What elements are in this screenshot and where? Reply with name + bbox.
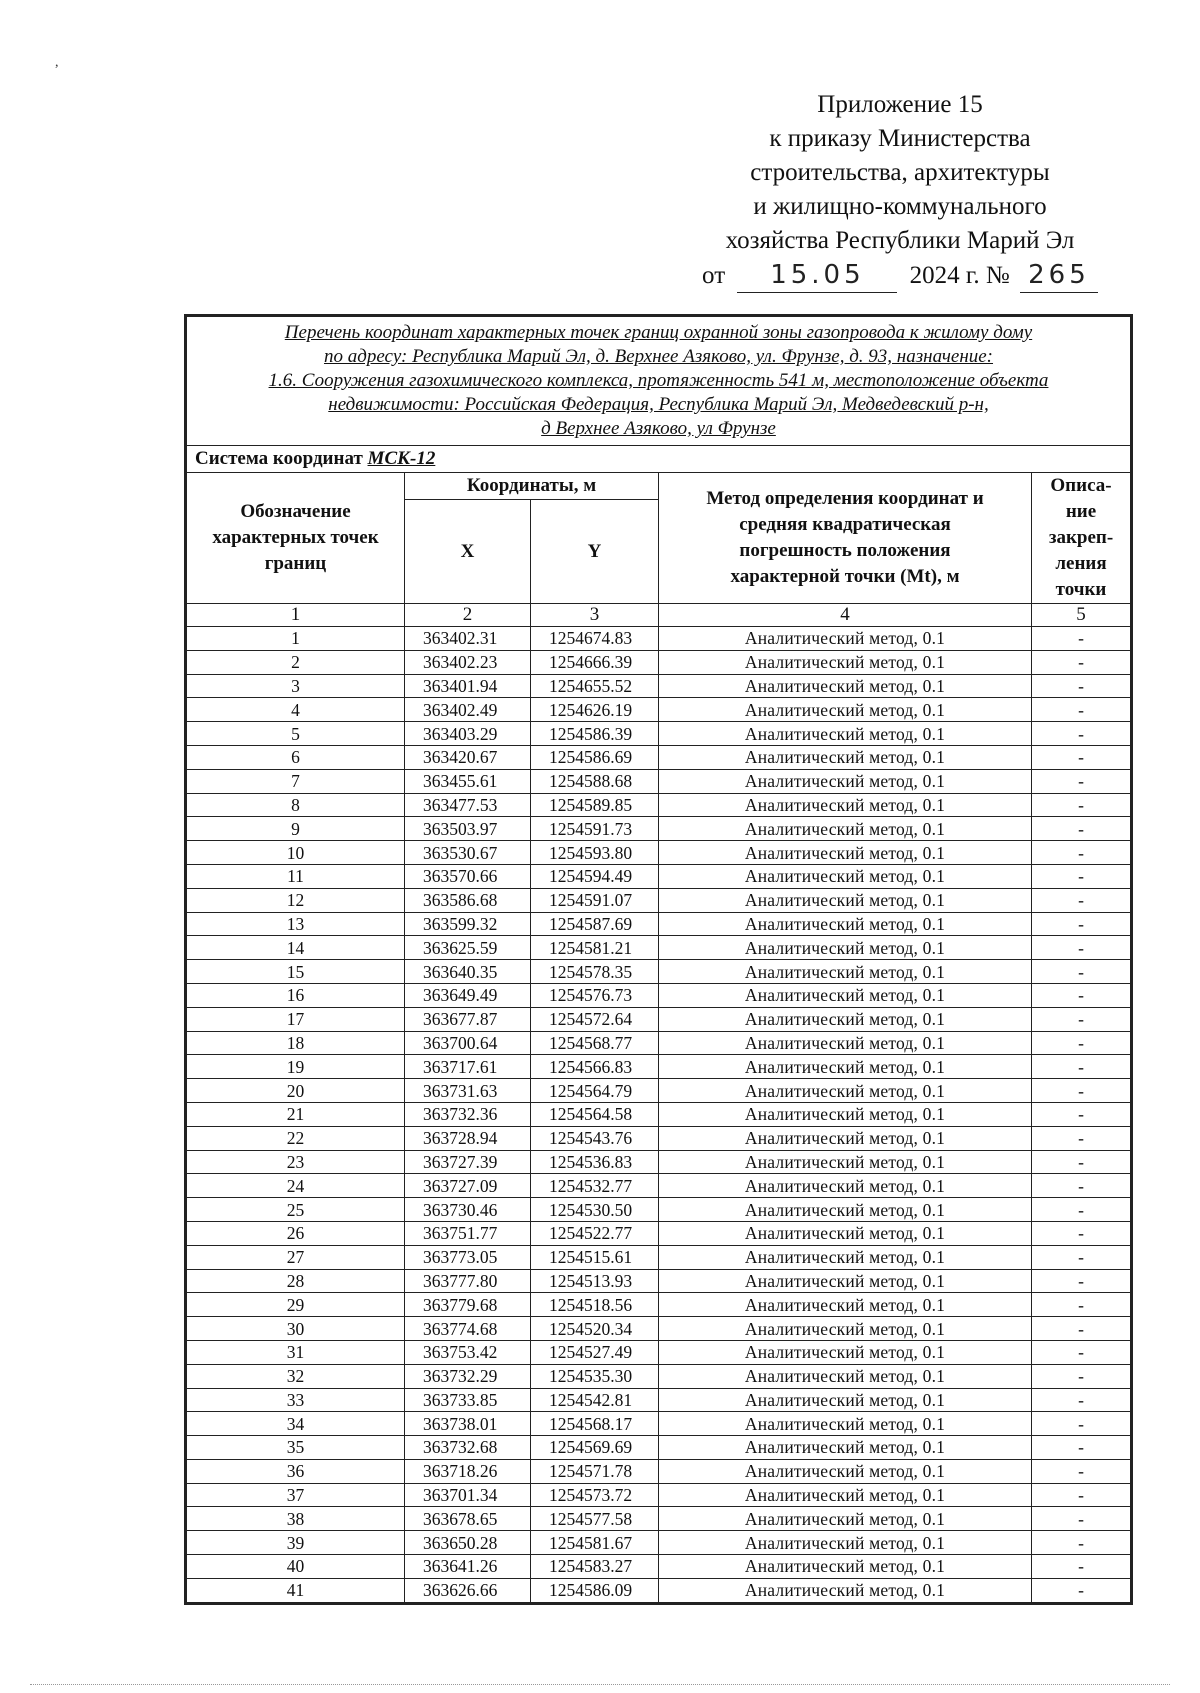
method-cell: Аналитический метод, 0.1 <box>659 1507 1032 1531</box>
x-coordinate-cell: 363402.49 <box>405 698 531 722</box>
x-coordinate-cell: 363718.26 <box>405 1459 531 1483</box>
y-coordinate-cell: 1254655.52 <box>531 674 659 698</box>
x-coordinate-cell: 363717.61 <box>405 1055 531 1079</box>
point-number-cell: 39 <box>187 1531 405 1555</box>
table-row <box>187 1102 1131 1126</box>
table-row <box>187 1388 1131 1412</box>
y-coordinate-cell: 1254586.09 <box>531 1578 659 1602</box>
fixing-description-cell: - <box>1032 793 1131 817</box>
header-text: Описа- <box>1050 475 1112 496</box>
fixing-description-cell: - <box>1032 983 1131 1007</box>
method-cell: Аналитический метод, 0.1 <box>659 817 1032 841</box>
table-row <box>187 888 1131 912</box>
point-number-cell: 12 <box>187 888 405 912</box>
y-coordinate-cell: 1254535.30 <box>531 1364 659 1388</box>
method-cell: Аналитический метод, 0.1 <box>659 1174 1032 1198</box>
table-row <box>187 793 1131 817</box>
table-row <box>187 1459 1131 1483</box>
fixing-description-cell: - <box>1032 1388 1131 1412</box>
table-row <box>187 1412 1131 1436</box>
table-row <box>187 817 1131 841</box>
method-cell: Аналитический метод, 0.1 <box>659 864 1032 888</box>
x-coordinate-cell: 363732.36 <box>405 1102 531 1126</box>
method-cell: Аналитический метод, 0.1 <box>659 722 1032 746</box>
handwritten-order-number: 265 <box>1020 258 1098 293</box>
col-description-header <box>1032 473 1131 604</box>
table-row <box>187 1269 1131 1293</box>
x-coordinate-cell: 363625.59 <box>405 936 531 960</box>
index-cell: 5 <box>1032 604 1131 627</box>
table-row <box>187 1031 1131 1055</box>
point-number-cell: 9 <box>187 817 405 841</box>
x-coordinate-cell: 363728.94 <box>405 1126 531 1150</box>
y-coordinate-cell: 1254572.64 <box>531 1007 659 1031</box>
method-cell: Аналитический метод, 0.1 <box>659 1055 1032 1079</box>
header-row-1 <box>187 473 1131 500</box>
point-number-cell: 24 <box>187 1174 405 1198</box>
y-coordinate-cell: 1254666.39 <box>531 650 659 674</box>
x-coordinate-cell: 363402.31 <box>405 627 531 651</box>
x-coordinate-cell: 363732.68 <box>405 1436 531 1460</box>
fixing-description-cell: - <box>1032 745 1131 769</box>
table-row <box>187 983 1131 1007</box>
title-line: Перечень координат характерных точек границ охранной зоны газопровода к жилому дому <box>284 322 1033 343</box>
method-cell: Аналитический метод, 0.1 <box>659 1269 1032 1293</box>
header-text: закреп- <box>1048 527 1114 548</box>
y-coordinate-cell: 1254594.49 <box>531 864 659 888</box>
column-index-row <box>187 604 1131 627</box>
method-cell: Аналитический метод, 0.1 <box>659 1531 1032 1555</box>
method-cell: Аналитический метод, 0.1 <box>659 1555 1032 1579</box>
x-coordinate-cell: 363731.63 <box>405 1079 531 1103</box>
method-cell: Аналитический метод, 0.1 <box>659 1031 1032 1055</box>
point-number-cell: 32 <box>187 1364 405 1388</box>
method-cell: Аналитический метод, 0.1 <box>659 1150 1032 1174</box>
point-number-cell: 13 <box>187 912 405 936</box>
fixing-description-cell: - <box>1032 1055 1131 1079</box>
point-number-cell: 25 <box>187 1198 405 1222</box>
table-row <box>187 769 1131 793</box>
col-y-header: Y <box>531 500 659 604</box>
fixing-description-cell: - <box>1032 1150 1131 1174</box>
y-coordinate-cell: 1254566.83 <box>531 1055 659 1079</box>
fixing-description-cell: - <box>1032 1483 1131 1507</box>
y-coordinate-cell: 1254586.69 <box>531 745 659 769</box>
x-coordinate-cell: 363730.46 <box>405 1198 531 1222</box>
method-cell: Аналитический метод, 0.1 <box>659 983 1032 1007</box>
x-coordinate-cell: 363777.80 <box>405 1269 531 1293</box>
fixing-description-cell: - <box>1032 888 1131 912</box>
y-coordinate-cell: 1254583.27 <box>531 1555 659 1579</box>
fixing-description-cell: - <box>1032 1578 1131 1602</box>
year-text: 2024 г. № <box>909 262 1010 289</box>
method-cell: Аналитический метод, 0.1 <box>659 936 1032 960</box>
index-cell: 2 <box>405 604 531 627</box>
point-number-cell: 31 <box>187 1340 405 1364</box>
method-cell: Аналитический метод, 0.1 <box>659 1340 1032 1364</box>
point-number-cell: 37 <box>187 1483 405 1507</box>
fixing-description-cell: - <box>1032 769 1131 793</box>
index-cell: 3 <box>531 604 659 627</box>
table-row <box>187 1483 1131 1507</box>
y-coordinate-cell: 1254626.19 <box>531 698 659 722</box>
x-coordinate-cell: 363727.09 <box>405 1174 531 1198</box>
order-date-line <box>620 258 1180 293</box>
fixing-description-cell: - <box>1032 1436 1131 1460</box>
title-line: 1.6. Сооружения газохимического комплекса, протяженность 541 м, местоположение объекта <box>268 370 1049 391</box>
y-coordinate-cell: 1254587.69 <box>531 912 659 936</box>
scan-edge-line <box>30 1684 1170 1685</box>
y-coordinate-cell: 1254591.07 <box>531 888 659 912</box>
method-cell: Аналитический метод, 0.1 <box>659 1317 1032 1341</box>
point-number-cell: 19 <box>187 1055 405 1079</box>
handwritten-date: 15.05 <box>737 258 897 293</box>
y-coordinate-cell: 1254542.81 <box>531 1388 659 1412</box>
method-cell: Аналитический метод, 0.1 <box>659 1007 1032 1031</box>
method-cell: Аналитический метод, 0.1 <box>659 1245 1032 1269</box>
x-coordinate-cell: 363477.53 <box>405 793 531 817</box>
x-coordinate-cell: 363779.68 <box>405 1293 531 1317</box>
fixing-description-cell: - <box>1032 1555 1131 1579</box>
fixing-description-cell: - <box>1032 1459 1131 1483</box>
header-line: строительства, архитектуры <box>750 159 1050 186</box>
appendix-header <box>620 88 1180 293</box>
y-coordinate-cell: 1254581.21 <box>531 936 659 960</box>
header-line: и жилищно-коммунального <box>753 193 1047 220</box>
x-coordinate-cell: 363641.26 <box>405 1555 531 1579</box>
table-row <box>187 674 1131 698</box>
table-row <box>187 936 1131 960</box>
y-coordinate-cell: 1254543.76 <box>531 1126 659 1150</box>
fixing-description-cell: - <box>1032 1031 1131 1055</box>
coordinate-system-value: МСК-12 <box>367 448 436 469</box>
point-number-cell: 10 <box>187 841 405 865</box>
x-coordinate-cell: 363773.05 <box>405 1245 531 1269</box>
point-number-cell: 8 <box>187 793 405 817</box>
method-cell: Аналитический метод, 0.1 <box>659 793 1032 817</box>
table-row <box>187 1555 1131 1579</box>
point-number-cell: 2 <box>187 650 405 674</box>
method-cell: Аналитический метод, 0.1 <box>659 1102 1032 1126</box>
y-coordinate-cell: 1254564.58 <box>531 1102 659 1126</box>
fixing-description-cell: - <box>1032 1364 1131 1388</box>
table-row <box>187 1150 1131 1174</box>
point-number-cell: 40 <box>187 1555 405 1579</box>
x-coordinate-cell: 363678.65 <box>405 1507 531 1531</box>
x-coordinate-cell: 363751.77 <box>405 1221 531 1245</box>
table-row <box>187 1055 1131 1079</box>
x-coordinate-cell: 363677.87 <box>405 1007 531 1031</box>
point-number-cell: 18 <box>187 1031 405 1055</box>
y-coordinate-cell: 1254578.35 <box>531 960 659 984</box>
y-coordinate-cell: 1254674.83 <box>531 627 659 651</box>
table-row <box>187 722 1131 746</box>
table-row <box>187 1293 1131 1317</box>
y-coordinate-cell: 1254581.67 <box>531 1531 659 1555</box>
y-coordinate-cell: 1254564.79 <box>531 1079 659 1103</box>
point-number-cell: 7 <box>187 769 405 793</box>
method-cell: Аналитический метод, 0.1 <box>659 960 1032 984</box>
x-coordinate-cell: 363649.49 <box>405 983 531 1007</box>
x-coordinate-cell: 363401.94 <box>405 674 531 698</box>
fixing-description-cell: - <box>1032 960 1131 984</box>
table-title <box>187 317 1131 446</box>
fixing-description-cell: - <box>1032 1412 1131 1436</box>
method-cell: Аналитический метод, 0.1 <box>659 1578 1032 1602</box>
fixing-description-cell: - <box>1032 1293 1131 1317</box>
header-text: Обозначение <box>240 501 351 522</box>
point-number-cell: 14 <box>187 936 405 960</box>
fixing-description-cell: - <box>1032 627 1131 651</box>
fixing-description-cell: - <box>1032 1269 1131 1293</box>
fixing-description-cell: - <box>1032 864 1131 888</box>
col-coordinates-header: Координаты, м <box>405 473 659 500</box>
y-coordinate-cell: 1254522.77 <box>531 1221 659 1245</box>
method-cell: Аналитический метод, 0.1 <box>659 1198 1032 1222</box>
header-text: ления <box>1055 553 1107 574</box>
point-number-cell: 38 <box>187 1507 405 1531</box>
point-number-cell: 6 <box>187 745 405 769</box>
table-row <box>187 1174 1131 1198</box>
table-row <box>187 698 1131 722</box>
fixing-description-cell: - <box>1032 1126 1131 1150</box>
y-coordinate-cell: 1254515.61 <box>531 1245 659 1269</box>
table-row <box>187 1245 1131 1269</box>
point-number-cell: 33 <box>187 1388 405 1412</box>
table-row <box>187 864 1131 888</box>
index-cell: 1 <box>187 604 405 627</box>
y-coordinate-cell: 1254591.73 <box>531 817 659 841</box>
x-coordinate-cell: 363640.35 <box>405 960 531 984</box>
y-coordinate-cell: 1254573.72 <box>531 1483 659 1507</box>
method-cell: Аналитический метод, 0.1 <box>659 1459 1032 1483</box>
y-coordinate-cell: 1254518.56 <box>531 1293 659 1317</box>
y-coordinate-cell: 1254530.50 <box>531 1198 659 1222</box>
fixing-description-cell: - <box>1032 650 1131 674</box>
table-row <box>187 912 1131 936</box>
table-row <box>187 627 1131 651</box>
coordinate-system-cell <box>187 446 1131 473</box>
fixing-description-cell: - <box>1032 1007 1131 1031</box>
col-designation-header <box>187 473 405 604</box>
table-row <box>187 1126 1131 1150</box>
method-cell: Аналитический метод, 0.1 <box>659 1364 1032 1388</box>
fixing-description-cell: - <box>1032 1245 1131 1269</box>
header-line: хозяйства Республики Марий Эл <box>725 227 1075 254</box>
date-prefix: от <box>702 262 726 289</box>
method-cell: Аналитический метод, 0.1 <box>659 1388 1032 1412</box>
stray-mark: , <box>55 55 59 70</box>
x-coordinate-cell: 363700.64 <box>405 1031 531 1055</box>
method-cell: Аналитический метод, 0.1 <box>659 674 1032 698</box>
table-row <box>187 745 1131 769</box>
point-number-cell: 27 <box>187 1245 405 1269</box>
x-coordinate-cell: 363732.29 <box>405 1364 531 1388</box>
title-line: недвижимости: Российская Федерация, Республика Марий Эл, Медведевский р-н, <box>328 394 989 415</box>
point-number-cell: 15 <box>187 960 405 984</box>
method-cell: Аналитический метод, 0.1 <box>659 1436 1032 1460</box>
fixing-description-cell: - <box>1032 1221 1131 1245</box>
fixing-description-cell: - <box>1032 1102 1131 1126</box>
header-text: характерной точки (Mt), м <box>730 566 960 587</box>
header-text: Метод определения координат и <box>706 488 984 509</box>
x-coordinate-cell: 363455.61 <box>405 769 531 793</box>
point-number-cell: 29 <box>187 1293 405 1317</box>
x-coordinate-cell: 363733.85 <box>405 1388 531 1412</box>
x-coordinate-cell: 363570.66 <box>405 864 531 888</box>
x-coordinate-cell: 363599.32 <box>405 912 531 936</box>
col-x-header: X <box>405 500 531 604</box>
method-cell: Аналитический метод, 0.1 <box>659 650 1032 674</box>
title-line: д Верхнее Азяково, ул Фрунзе <box>541 418 776 439</box>
x-coordinate-cell: 363402.23 <box>405 650 531 674</box>
fixing-description-cell: - <box>1032 722 1131 746</box>
fixing-description-cell: - <box>1032 1317 1131 1341</box>
point-number-cell: 22 <box>187 1126 405 1150</box>
table-row <box>187 1364 1131 1388</box>
table-row <box>187 1221 1131 1245</box>
x-coordinate-cell: 363701.34 <box>405 1483 531 1507</box>
table-row <box>187 1007 1131 1031</box>
point-number-cell: 4 <box>187 698 405 722</box>
header-text: границ <box>264 553 327 574</box>
point-number-cell: 23 <box>187 1150 405 1174</box>
y-coordinate-cell: 1254568.77 <box>531 1031 659 1055</box>
x-coordinate-cell: 363626.66 <box>405 1578 531 1602</box>
table-row <box>187 650 1131 674</box>
x-coordinate-cell: 363503.97 <box>405 817 531 841</box>
title-line: по адресу: Республика Марий Эл, д. Верхнее Азяково, ул. Фрунзе, д. 93, назначение: <box>323 346 994 367</box>
coordinates-table <box>186 316 1131 1603</box>
fixing-description-cell: - <box>1032 674 1131 698</box>
x-coordinate-cell: 363727.39 <box>405 1150 531 1174</box>
method-cell: Аналитический метод, 0.1 <box>659 769 1032 793</box>
table-row <box>187 841 1131 865</box>
header-text: характерных точек <box>212 527 379 548</box>
fixing-description-cell: - <box>1032 841 1131 865</box>
method-cell: Аналитический метод, 0.1 <box>659 1483 1032 1507</box>
fixing-description-cell: - <box>1032 1340 1131 1364</box>
header-text: погрешность положения <box>739 540 951 561</box>
method-cell: Аналитический метод, 0.1 <box>659 888 1032 912</box>
y-coordinate-cell: 1254527.49 <box>531 1340 659 1364</box>
y-coordinate-cell: 1254593.80 <box>531 841 659 865</box>
fixing-description-cell: - <box>1032 1531 1131 1555</box>
y-coordinate-cell: 1254576.73 <box>531 983 659 1007</box>
fixing-description-cell: - <box>1032 698 1131 722</box>
x-coordinate-cell: 363586.68 <box>405 888 531 912</box>
header-line: Приложение 15 <box>817 91 983 118</box>
table-row <box>187 1436 1131 1460</box>
coordinate-system-label: Система координат <box>195 448 363 469</box>
fixing-description-cell: - <box>1032 936 1131 960</box>
index-cell: 4 <box>659 604 1032 627</box>
y-coordinate-cell: 1254571.78 <box>531 1459 659 1483</box>
header-line: к приказу Министерства <box>769 125 1031 152</box>
point-number-cell: 1 <box>187 627 405 651</box>
method-cell: Аналитический метод, 0.1 <box>659 627 1032 651</box>
method-cell: Аналитический метод, 0.1 <box>659 841 1032 865</box>
method-cell: Аналитический метод, 0.1 <box>659 745 1032 769</box>
method-cell: Аналитический метод, 0.1 <box>659 1079 1032 1103</box>
table-row <box>187 1531 1131 1555</box>
y-coordinate-cell: 1254588.68 <box>531 769 659 793</box>
col-method-header <box>659 473 1032 604</box>
header-text: средняя квадратическая <box>739 514 951 535</box>
table-row <box>187 960 1131 984</box>
x-coordinate-cell: 363403.29 <box>405 722 531 746</box>
y-coordinate-cell: 1254568.17 <box>531 1412 659 1436</box>
fixing-description-cell: - <box>1032 1174 1131 1198</box>
table-row <box>187 1317 1131 1341</box>
method-cell: Аналитический метод, 0.1 <box>659 1221 1032 1245</box>
point-number-cell: 5 <box>187 722 405 746</box>
x-coordinate-cell: 363530.67 <box>405 841 531 865</box>
table-row <box>187 1340 1131 1364</box>
fixing-description-cell: - <box>1032 1079 1131 1103</box>
point-number-cell: 3 <box>187 674 405 698</box>
y-coordinate-cell: 1254586.39 <box>531 722 659 746</box>
point-number-cell: 11 <box>187 864 405 888</box>
fixing-description-cell: - <box>1032 1198 1131 1222</box>
y-coordinate-cell: 1254569.69 <box>531 1436 659 1460</box>
point-number-cell: 35 <box>187 1436 405 1460</box>
y-coordinate-cell: 1254520.34 <box>531 1317 659 1341</box>
method-cell: Аналитический метод, 0.1 <box>659 698 1032 722</box>
table-row <box>187 1079 1131 1103</box>
y-coordinate-cell: 1254589.85 <box>531 793 659 817</box>
point-number-cell: 16 <box>187 983 405 1007</box>
point-number-cell: 17 <box>187 1007 405 1031</box>
method-cell: Аналитический метод, 0.1 <box>659 1126 1032 1150</box>
header-text: точки <box>1055 579 1107 600</box>
point-number-cell: 21 <box>187 1102 405 1126</box>
fixing-description-cell: - <box>1032 817 1131 841</box>
x-coordinate-cell: 363420.67 <box>405 745 531 769</box>
point-number-cell: 28 <box>187 1269 405 1293</box>
y-coordinate-cell: 1254577.58 <box>531 1507 659 1531</box>
method-cell: Аналитический метод, 0.1 <box>659 1412 1032 1436</box>
header-text: ние <box>1065 501 1097 522</box>
table-row <box>187 1578 1131 1602</box>
fixing-description-cell: - <box>1032 912 1131 936</box>
fixing-description-cell: - <box>1032 1507 1131 1531</box>
method-cell: Аналитический метод, 0.1 <box>659 912 1032 936</box>
y-coordinate-cell: 1254513.93 <box>531 1269 659 1293</box>
table-title-row <box>187 317 1131 446</box>
point-number-cell: 41 <box>187 1578 405 1602</box>
coordinate-system-row <box>187 446 1131 473</box>
point-number-cell: 36 <box>187 1459 405 1483</box>
x-coordinate-cell: 363650.28 <box>405 1531 531 1555</box>
table-row <box>187 1198 1131 1222</box>
table-row <box>187 1507 1131 1531</box>
y-coordinate-cell: 1254536.83 <box>531 1150 659 1174</box>
point-number-cell: 20 <box>187 1079 405 1103</box>
y-coordinate-cell: 1254532.77 <box>531 1174 659 1198</box>
x-coordinate-cell: 363774.68 <box>405 1317 531 1341</box>
point-number-cell: 34 <box>187 1412 405 1436</box>
x-coordinate-cell: 363738.01 <box>405 1412 531 1436</box>
point-number-cell: 26 <box>187 1221 405 1245</box>
method-cell: Аналитический метод, 0.1 <box>659 1293 1032 1317</box>
x-coordinate-cell: 363753.42 <box>405 1340 531 1364</box>
point-number-cell: 30 <box>187 1317 405 1341</box>
